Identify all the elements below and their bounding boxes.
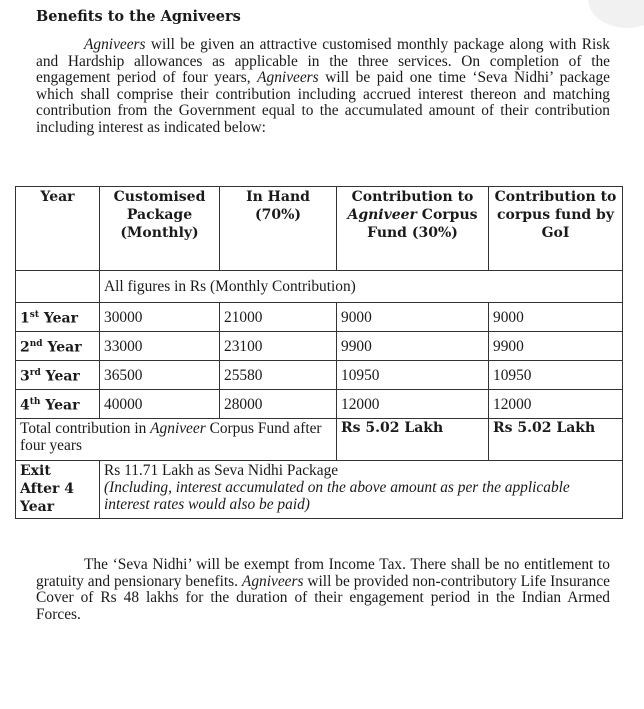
closing-text-1: The ‘Seva Nidhi’ will be exempt from Income Tax. There shall be no entitlement to gratuity and pensionary benefits. xyxy=(36,556,610,590)
package-cell: 36500 xyxy=(100,361,220,390)
total-corpus: Rs 5.02 Lakh xyxy=(337,419,489,461)
interest-note: (Including, interest accumulated on the above amount as per the applicable interest rates would also be paid) xyxy=(104,479,570,513)
inhand-cell: 23100 xyxy=(220,332,337,361)
intro-text-2: will be paid one time ‘Seva Nidhi’ package which shall comprise their contribution including accrued interest thereon and matching contribution from the Government equal to the accumulated amount of their contribution including interest as indicated below: xyxy=(36,69,610,136)
header-corpus: Contribution to Agniveer Corpus Fund (30%) xyxy=(337,187,489,271)
header-package: Customised Package (Monthly) xyxy=(100,187,220,271)
exit-row xyxy=(16,461,623,519)
header-row xyxy=(16,187,623,271)
note-row xyxy=(16,271,623,303)
package-cell: 30000 xyxy=(100,303,220,332)
year-label: 1st Year xyxy=(16,303,100,332)
inhand-cell: 28000 xyxy=(220,390,337,419)
closing-paragraph xyxy=(36,557,610,623)
total-row xyxy=(16,419,623,461)
total-goi: Rs 5.02 Lakh xyxy=(489,419,623,461)
table-row xyxy=(16,361,623,390)
corpus-cell: 9000 xyxy=(337,303,489,332)
table-row xyxy=(16,332,623,361)
inhand-cell: 21000 xyxy=(220,303,337,332)
figures-note: All figures in Rs (Monthly Contribution) xyxy=(100,271,623,303)
closing-term: Agniveers xyxy=(241,572,304,590)
header-goi: Contribution to corpus fund by GoI xyxy=(489,187,623,271)
table-row xyxy=(16,303,623,332)
intro-paragraph xyxy=(36,37,610,137)
goi-cell: 10950 xyxy=(489,361,623,390)
year-label: 4th Year xyxy=(16,390,100,419)
header-year: Year xyxy=(16,187,100,271)
closing-text-2: will be provided non-contributory Life Insurance Cover of Rs 48 lakhs for the duration of their engagement period in the Indian Armed Forces. xyxy=(36,572,610,623)
corpus-cell: 9900 xyxy=(337,332,489,361)
section-heading: Benefits to the Agniveers xyxy=(36,8,241,25)
intro-term-2: Agniveers xyxy=(257,69,319,87)
corpus-cell: 10950 xyxy=(337,361,489,390)
intro-term: Agniveers xyxy=(84,36,146,53)
header-inhand: In Hand (70%) xyxy=(220,187,337,271)
package-cell: 33000 xyxy=(100,332,220,361)
seva-nidhi-amount: Rs 11.71 Lakh as Seva Nidhi Package xyxy=(104,462,339,479)
inhand-cell: 25580 xyxy=(220,361,337,390)
goi-cell: 9000 xyxy=(489,303,623,332)
exit-label: Exit After 4 Year xyxy=(16,461,100,519)
note-empty-cell xyxy=(16,271,100,303)
year-label: 2nd Year xyxy=(16,332,100,361)
total-label: Total contribution in Agniveer Corpus Fund after four years xyxy=(16,419,337,461)
year-label: 3rd Year xyxy=(16,361,100,390)
goi-cell: 9900 xyxy=(489,332,623,361)
corpus-cell: 12000 xyxy=(337,390,489,419)
package-cell: 40000 xyxy=(100,390,220,419)
benefits-table xyxy=(15,186,623,519)
exit-details xyxy=(100,461,623,519)
intro-text-1: will be given an attractive customised monthly package along with Risk and Hardship allowances as applicable in the three services. On completion of the engagement period of four years, xyxy=(36,36,610,87)
corner-decoration xyxy=(588,0,644,28)
table-row xyxy=(16,390,623,419)
goi-cell: 12000 xyxy=(489,390,623,419)
